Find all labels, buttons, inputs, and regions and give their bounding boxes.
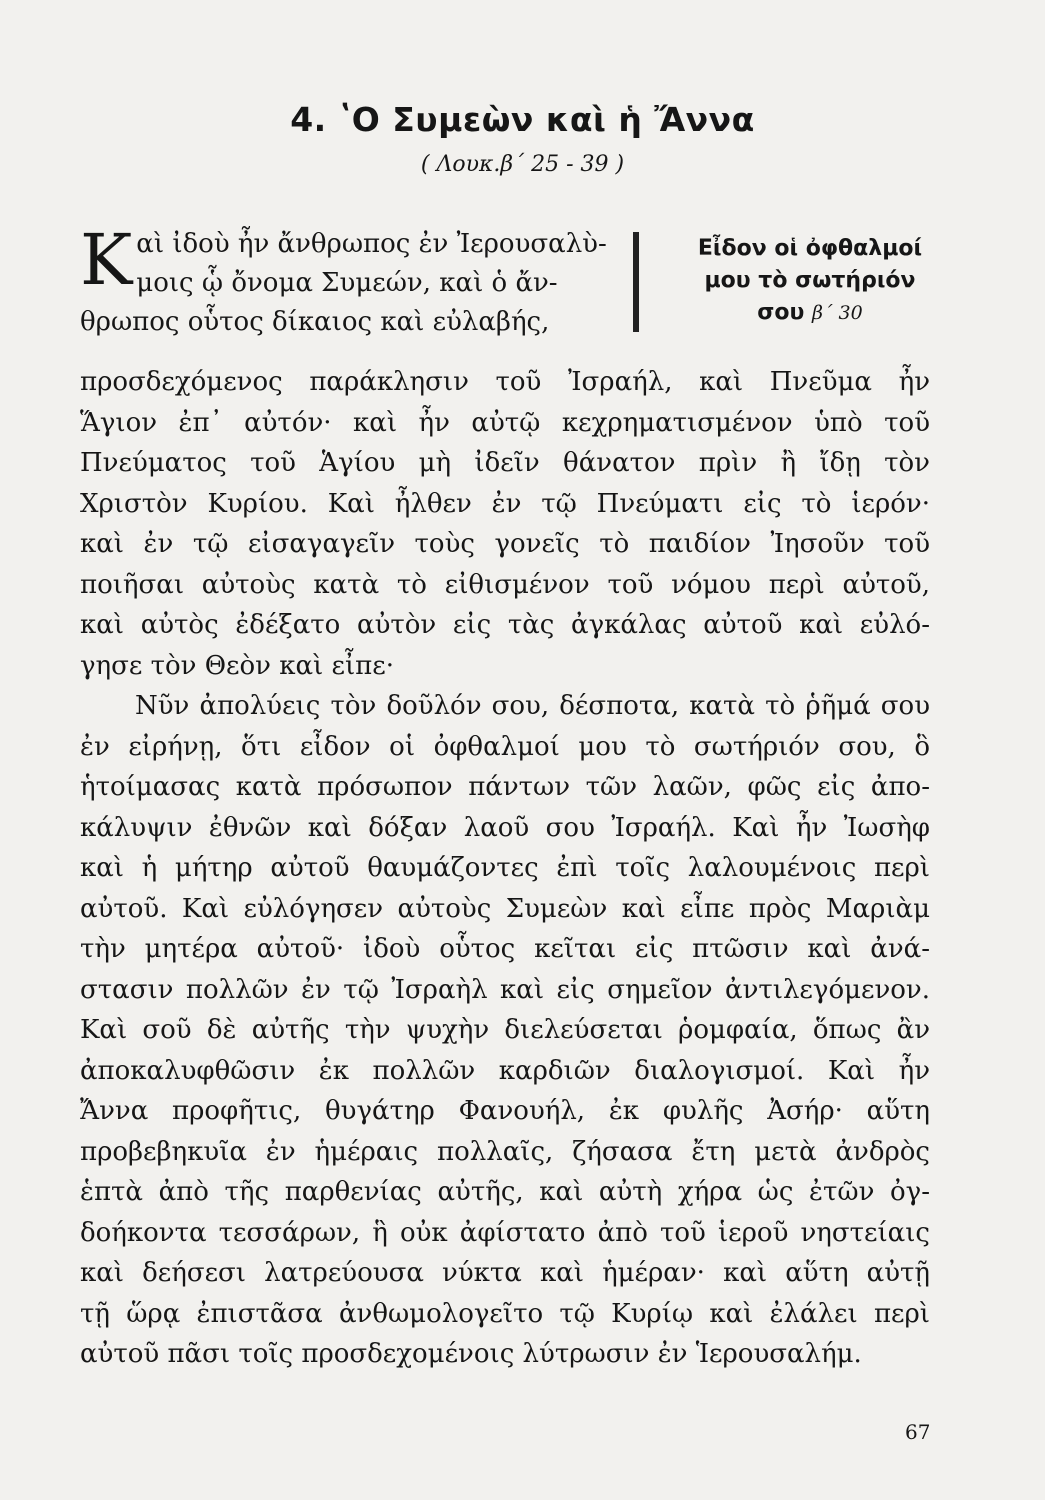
text-line: γησε τὸν Θεὸν καὶ εἶπε· [80,650,394,681]
text-line: καὶ ἡ μήτηρ αὐτοῦ θαυμάζοντες ἐπὶ τοῖς λαλουμένοις περὶ [80,853,930,883]
text-line: αὐτοῦ. Καὶ εὐλόγησεν αὐτοὺς Συμεὼν καὶ εἶπε πρὸς Μαριὰμ [80,893,930,924]
text-line: Νῦν ἀπολύεις τὸν δοῦλόν σου, δέσποτα, κατὰ τὸ ῥῆμά σου [135,691,930,721]
text-line: ἑπτὰ ἀπὸ τῆς παρθενίας αὐτῆς, καὶ αὐτὴ χήρα ὡς ἐτῶν ὀγ- [80,1177,930,1207]
margin-rule [633,232,639,332]
text-line: αὐτοῦ πᾶσι τοῖς προσδεχομένοις λύτρωσιν ἐν Ἱερουσαλήμ. [80,1339,862,1369]
text-line: προσδεχόμενος παράκλησιν τοῦ Ἰσραήλ, καὶ Πνεῦμα ἦν [80,367,930,397]
margin-note-line-1: Εἶδον οἱ ὀφθαλμοί [697,236,923,261]
opening-line-3: θρωπος οὗτος δίκαιος καὶ εὐλαβής, [80,307,550,337]
paragraph-1 [80,362,930,686]
margin-note-ref: β´ 30 [812,302,863,324]
text-line: Ἄννα προφῆτις, θυγάτηρ Φανουήλ, ἐκ φυλῆς Ἀσήρ· αὕτη [80,1096,930,1126]
text-line: τὴν μητέρα αὐτοῦ· ἰδοὺ οὗτος κεῖται εἰς πτῶσιν καὶ ἀνά- [80,934,930,964]
margin-note-line-2: μου τὸ σωτήριόν [704,268,916,293]
opening-line-2: μοις ᾧ ὄνομα Συμεών, καὶ ὁ ἄν- [136,268,558,298]
text-line: δοήκοντα τεσσάρων, ἣ οὐκ ἀφίστατο ἀπὸ τοῦ ἱεροῦ νηστείαις [80,1217,930,1248]
text-line: Χριστὸν Κυρίου. Καὶ ἦλθεν ἐν τῷ Πνεύματι εἰς τὸ ἱερόν· [80,488,930,519]
text-line: ἀποκαλυφθῶσιν ἐκ πολλῶν καρδιῶν διαλογισμοί. Καὶ ἦν [80,1055,930,1086]
text-line: Καὶ σοῦ δὲ αὐτῆς τὴν ψυχὴν διελεύσεται ῥομφαία, ὅπως ἂν [80,1015,930,1045]
text-line: ἡτοίμασας κατὰ πρόσωπον πάντων τῶν λαῶν, φῶς εἰς ἀπο- [80,772,930,802]
text-line: προβεβηκυῖα ἐν ἡμέραις πολλαῖς, ζήσασα ἔτη μετὰ ἀνδρὸς [80,1136,930,1167]
text-line: Ἅγιον ἐπ᾽ αὐτόν· καὶ ἦν αὐτῷ κεχρηματισμένον ὑπὸ τοῦ [80,407,930,438]
text-line: στασιν πολλῶν ἐν τῷ Ἰσραὴλ καὶ εἰς σημεῖον ἀντιλεγόμενον. [80,974,930,1005]
opening-line-1: αὶ ἰδοὺ ἦν ἄνθρωπος ἐν Ἰερουσαλὺ- [136,229,607,259]
paragraph-2 [80,686,930,1375]
margin-note [675,233,945,329]
text-line: ἐν εἰρήνῃ, ὅτι εἶδον οἱ ὀφθαλμοί μου τὸ σωτήριόν σου, ὃ [80,731,930,762]
opening-lines [80,219,640,342]
margin-note-line-3: σου [757,300,805,325]
text-line: κάλυψιν ἐθνῶν καὶ δόξαν λαοῦ σου Ἰσραήλ. Καὶ ἦν Ἰωσὴφ [80,812,930,843]
text-line: καὶ δεήσεσι λατρεύουσα νύκτα καὶ ἡμέραν· καὶ αὕτη αὐτῇ [80,1258,930,1288]
drop-cap: Κ [80,219,133,301]
body-text [80,362,930,1375]
page-number: 67 [905,1420,931,1444]
text-line: τῇ ὥρᾳ ἐπιστᾶσα ἀνθωμολογεῖτο τῷ Κυρίῳ καὶ ἐλάλει περὶ [80,1298,930,1329]
text-line: καὶ αὐτὸς ἐδέξατο αὐτὸν εἰς τὰς ἀγκάλας αὐτοῦ καὶ εὐλό- [80,610,930,640]
text-line: ποιῆσαι αὐτοὺς κατὰ τὸ εἰθισμένον τοῦ νόμου περὶ αὐτοῦ, [80,569,930,600]
text-line: Πνεύματος τοῦ Ἁγίου μὴ ἰδεῖν θάνατον πρὶν ἢ ἴδῃ τὸν [80,448,930,478]
text-line: καὶ ἐν τῷ εἰσαγαγεῖν τοὺς γονεῖς τὸ παιδίον Ἰησοῦν τοῦ [80,529,930,559]
scripture-reference: ( Λουκ.β´ 25 - 39 ) [420,152,625,177]
chapter-title: 4. ʽΟ Συμεὼν καὶ ἡ Ἄννα [290,100,755,139]
